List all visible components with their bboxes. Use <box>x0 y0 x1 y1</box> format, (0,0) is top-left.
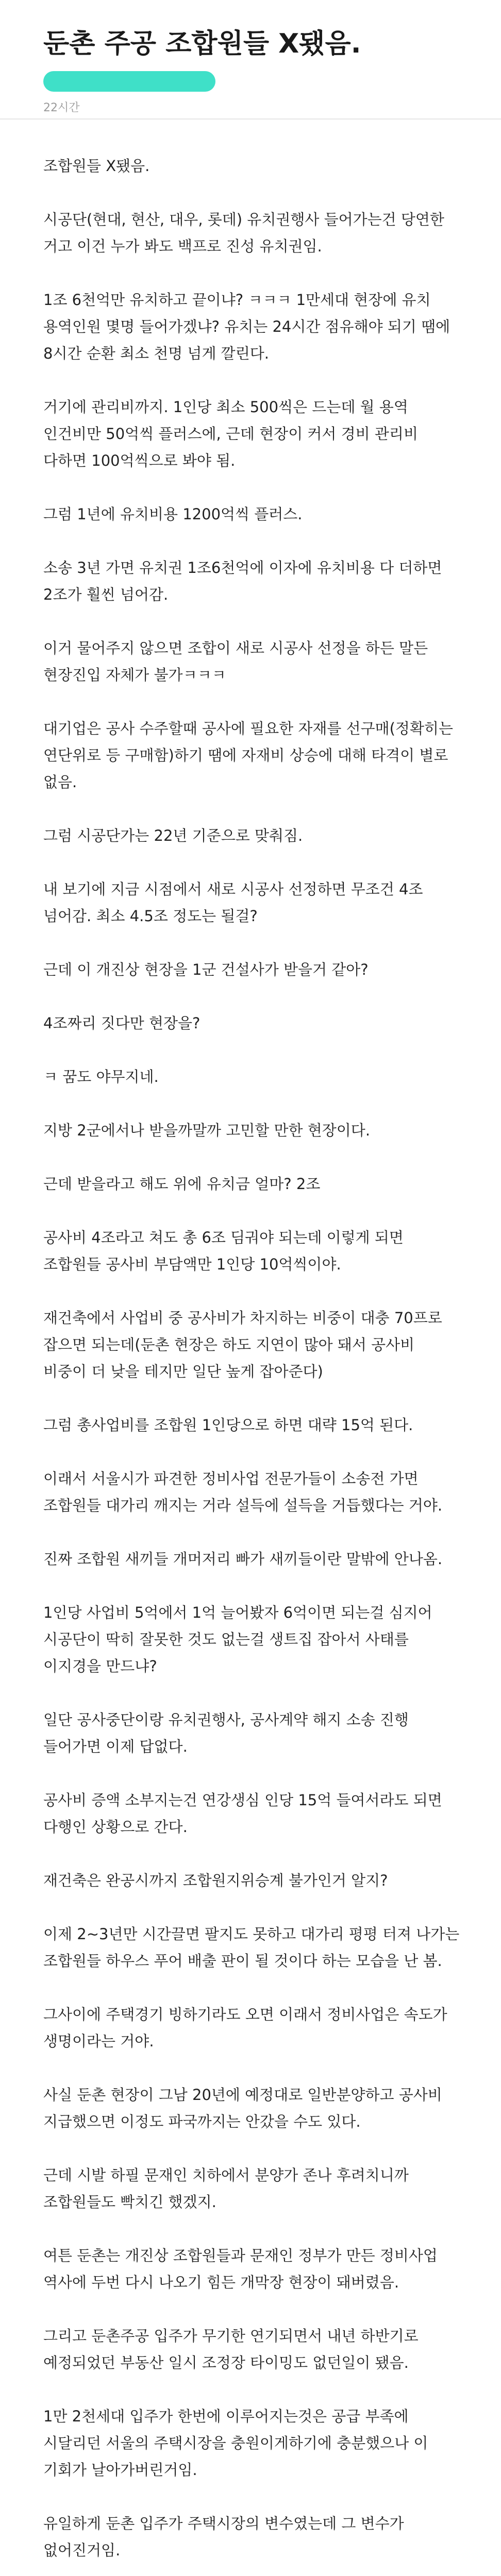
paragraph: 1조 6천억만 유치하고 끝이냐? ㅋㅋㅋ 1만세대 현장에 유치 용역인원 몇명 들어가겠냐? 유치는 24시간 점유해야 되기 땜에 8시간 순환 최소 천명 넘게 깔린다. <box>43 291 450 362</box>
paragraph: 일단 공사중단이랑 유치권행사, 공사계약 해지 소송 진행 들어가면 이제 답없다. <box>43 1711 409 1755</box>
paragraph: 1만 2천세대 입주가 한번에 이루어지는것은 공급 부족에 시달리던 서울의 주택시장을 충원이게하기에 충분했으나 이 기회가 날아가버린거임. <box>43 2408 428 2479</box>
paragraph: 근데 받을라고 해도 위에 유치금 얼마? 2조 <box>43 1175 321 1193</box>
paragraph: 이래서 서울시가 파견한 정비사업 전문가들이 소송전 가면 조합원들 대가리 깨지는 거라 설득에 설득을 거듭했다는 거야. <box>43 1470 443 1514</box>
paragraph: 재건축에서 사업비 중 공사비가 차지하는 비중이 대충 70프로 잡으면 되는데(둔촌 현장은 하도 지연이 많아 돼서 공사비 비중이 더 낮을 테지만 일단 높게 잡아준다) <box>43 1309 442 1380</box>
paragraph: 조합원들 X됐음. <box>43 157 150 175</box>
paragraph: 시공단(현대, 현산, 대우, 롯데) 유치권행사 들어가는건 당연한 거고 이건 누가 봐도 백프로 진성 유치권임. <box>43 211 444 255</box>
paragraph: 이거 물어주지 않으면 조합이 새로 시공사 선정을 하든 말든 현장진입 자체가 불가ㅋㅋㅋ <box>43 639 428 684</box>
paragraph: 근데 시발 하필 문재인 치하에서 분양가 존나 후려치니까 조합원들도 빡치긴 했겠지. <box>43 2166 409 2211</box>
paragraph: ㅋ 꿈도 야무지네. <box>43 1068 159 1086</box>
paragraph: 근데 이 개진상 현장을 1군 건설사가 받을거 같아? <box>43 961 369 978</box>
paragraph: 이제 2~3년만 시간끌면 팔지도 못하고 대가리 평평 터져 나가는 조합원들 하우스 푸어 배출 판이 될 것이다 하는 모습을 난 봄. <box>43 1925 460 1970</box>
paragraph: 그럼 1년에 유치비용 1200억씩 플러스. <box>43 505 303 523</box>
paragraph: 4조짜리 짓다만 현장을? <box>43 1014 201 1032</box>
paragraph: 1인당 사업비 5억에서 1억 늘어봤자 6억이면 되는걸 심지어 시공단이 딱히 잘못한 것도 없는걸 생트집 잡아서 사태를 이지경을 만드냐? <box>43 1604 432 1675</box>
post-body <box>43 152 461 2576</box>
paragraph: 여튼 둔촌는 개진상 조합원들과 문재인 정부가 만든 정비사업 역사에 두번 다시 나오기 힘든 개막장 현장이 돼버렸음. <box>43 2247 438 2291</box>
paragraph: 소송 3년 가면 유치권 1조6천억에 이자에 유치비용 다 더하면 2조가 훨씬 넘어감. <box>43 559 442 603</box>
paragraph: 거기에 관리비까지. 1인당 최소 500씩은 드는데 월 용역 인건비만 50억씩 플러스에, 근데 현장이 커서 경비 관리비 다하면 100억씩으로 봐야 됨. <box>43 398 418 469</box>
paragraph: 공사비 4조라고 쳐도 총 6조 딤궈야 되는데 이렇게 되면 조합원들 공사비 부담액만 1인당 10억씩이야. <box>43 1229 404 1273</box>
post-header <box>0 0 501 120</box>
paragraph: 내 보기에 지금 시점에서 새로 시공사 선정하면 무조건 4조 넘어감. 최소 4.5조 정도는 될걸? <box>43 880 423 925</box>
post-title: 둔촌 주공 조합원들 X됐음. <box>43 28 361 59</box>
paragraph: 그럼 총사업비를 조합원 1인당으로 하면 대략 15억 된다. <box>43 1416 413 1434</box>
paragraph: 지방 2군에서나 받을까말까 고민할 만한 현장이다. <box>43 1122 371 1139</box>
paragraph: 유일하게 둔촌 입주가 주택시장의 변수였는데 그 변수가 없어진거임. <box>43 2515 404 2559</box>
paragraph: 그사이에 주택경기 빙하기라도 오면 이래서 정비사업은 속도가 생명이라는 거야. <box>43 2006 447 2050</box>
paragraph: 그럼 시공단가는 22년 기준으로 맞춰짐. <box>43 827 303 844</box>
paragraph: 진짜 조합원 새끼들 개머저리 빠가 새끼들이란 말밖에 안나옴. <box>43 1550 443 1568</box>
paragraph: 사실 둔촌 현장이 그남 20년에 예정대로 일반분양하고 공사비 지급했으면 이정도 파국까지는 안갔을 수도 있다. <box>43 2086 442 2130</box>
paragraph: 대기업은 공사 수주할때 공사에 필요한 자재를 선구매(정확히는 연단위로 등 구매함)하기 땜에 자재비 상승에 대해 타격이 별로 없음. <box>43 720 453 791</box>
paragraph: 재건축은 완공시까지 조합원지위승계 불가인거 알지? <box>43 1872 388 1889</box>
author-name-redacted[interactable] <box>43 71 215 92</box>
post-time: 22시간 <box>43 101 80 114</box>
paragraph: 그리고 둔촌주공 입주가 무기한 연기되면서 내년 하반기로 예정되었던 부동산 일시 조정장 타이밍도 없던일이 됐음. <box>43 2327 419 2371</box>
paragraph: 공사비 증액 소부지는건 연강생심 인당 15억 들여서라도 되면 다행인 상황으로 간다. <box>43 1791 442 1836</box>
